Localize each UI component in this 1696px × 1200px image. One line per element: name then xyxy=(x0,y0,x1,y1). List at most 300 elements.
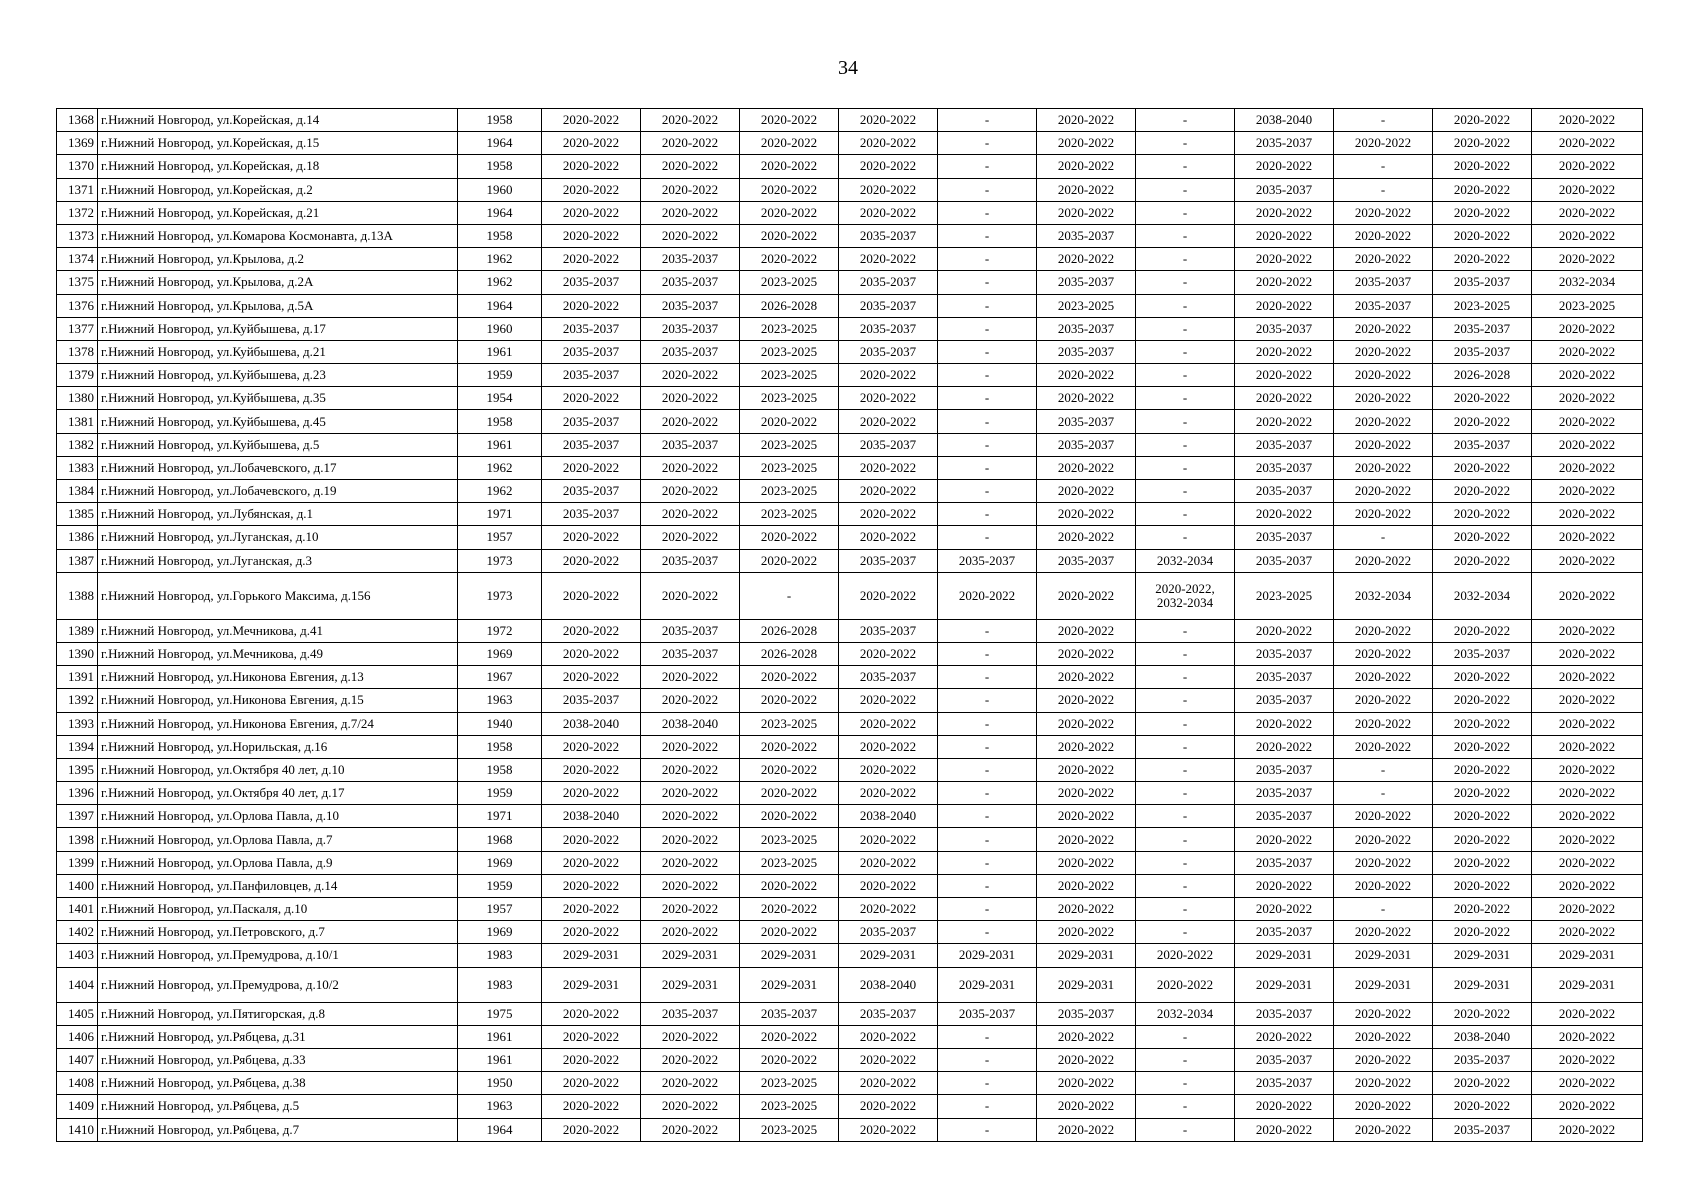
period-cell-3: 2020-2022 xyxy=(740,410,839,433)
address-cell: г.Нижний Новгород, ул.Комарова Космонавта, д.13А xyxy=(98,224,458,247)
period-cell-7: - xyxy=(1136,456,1235,479)
period-cell-1: 2020-2022 xyxy=(542,109,641,132)
period-cell-10: 2020-2022 xyxy=(1433,782,1532,805)
period-cell-5: 2029-2031 xyxy=(938,944,1037,967)
period-cell-3: 2023-2025 xyxy=(740,480,839,503)
year-built-cell: 1969 xyxy=(458,642,542,665)
period-cell-1: 2035-2037 xyxy=(542,410,641,433)
period-cell-4: 2035-2037 xyxy=(839,317,938,340)
period-cell-8: 2020-2022 xyxy=(1235,1118,1334,1141)
period-cell-3: 2020-2022 xyxy=(740,874,839,897)
period-cell-3: 2029-2031 xyxy=(740,967,839,1002)
period-cell-7: - xyxy=(1136,132,1235,155)
period-cell-11: 2020-2022 xyxy=(1532,109,1643,132)
period-cell-10: 2020-2022 xyxy=(1433,805,1532,828)
period-cell-7: - xyxy=(1136,1072,1235,1095)
period-cell-7: - xyxy=(1136,1095,1235,1118)
year-built-cell: 1964 xyxy=(458,132,542,155)
year-built-cell: 1958 xyxy=(458,155,542,178)
period-cell-7: - xyxy=(1136,480,1235,503)
row-number-cell: 1408 xyxy=(57,1072,98,1095)
period-cell-6: 2020-2022 xyxy=(1037,921,1136,944)
period-cell-8: 2029-2031 xyxy=(1235,967,1334,1002)
period-cell-1: 2035-2037 xyxy=(542,433,641,456)
period-cell-9: 2020-2022 xyxy=(1334,549,1433,572)
period-cell-8: 2020-2022 xyxy=(1235,898,1334,921)
period-cell-1: 2020-2022 xyxy=(542,1072,641,1095)
period-cell-3: 2023-2025 xyxy=(740,317,839,340)
period-cell-8: 2035-2037 xyxy=(1235,456,1334,479)
period-cell-3: 2023-2025 xyxy=(740,712,839,735)
period-cell-3: 2029-2031 xyxy=(740,944,839,967)
page-number: 34 xyxy=(838,57,858,79)
period-cell-9: 2020-2022 xyxy=(1334,248,1433,271)
period-cell-3: 2020-2022 xyxy=(740,1048,839,1071)
period-cell-1: 2035-2037 xyxy=(542,480,641,503)
period-cell-8: 2020-2022 xyxy=(1235,248,1334,271)
period-cell-7: - xyxy=(1136,758,1235,781)
period-cell-7: - xyxy=(1136,689,1235,712)
period-cell-1: 2020-2022 xyxy=(542,874,641,897)
period-cell-2: 2020-2022 xyxy=(641,851,740,874)
period-cell-6: 2020-2022 xyxy=(1037,874,1136,897)
period-cell-9: 2020-2022 xyxy=(1334,1095,1433,1118)
period-cell-11: 2020-2022 xyxy=(1532,758,1643,781)
period-cell-9: 2020-2022 xyxy=(1334,503,1433,526)
period-cell-1: 2020-2022 xyxy=(542,898,641,921)
period-cell-11: 2020-2022 xyxy=(1532,364,1643,387)
period-cell-1: 2020-2022 xyxy=(542,224,641,247)
period-cell-7: - xyxy=(1136,851,1235,874)
period-cell-3: 2020-2022 xyxy=(740,201,839,224)
period-cell-4: 2020-2022 xyxy=(839,1072,938,1095)
period-cell-4: 2020-2022 xyxy=(839,480,938,503)
table-row xyxy=(57,201,1643,224)
year-built-cell: 1961 xyxy=(458,340,542,363)
period-cell-6: 2020-2022 xyxy=(1037,1095,1136,1118)
period-cell-7: - xyxy=(1136,619,1235,642)
period-cell-4: 2035-2037 xyxy=(839,549,938,572)
address-cell: г.Нижний Новгород, ул.Куйбышева, д.21 xyxy=(98,340,458,363)
period-cell-9: 2020-2022 xyxy=(1334,712,1433,735)
period-cell-2: 2020-2022 xyxy=(641,526,740,549)
row-number-cell: 1371 xyxy=(57,178,98,201)
period-cell-4: 2020-2022 xyxy=(839,1048,938,1071)
period-cell-9: 2020-2022 xyxy=(1334,387,1433,410)
period-cell-9: - xyxy=(1334,178,1433,201)
period-cell-3: 2020-2022 xyxy=(740,782,839,805)
period-cell-4: 2020-2022 xyxy=(839,898,938,921)
period-cell-9: 2029-2031 xyxy=(1334,967,1433,1002)
period-cell-4: 2020-2022 xyxy=(839,526,938,549)
period-cell-2: 2020-2022 xyxy=(641,921,740,944)
address-cell: г.Нижний Новгород, ул.Крылова, д.2А xyxy=(98,271,458,294)
period-cell-11: 2020-2022 xyxy=(1532,201,1643,224)
period-cell-5: - xyxy=(938,294,1037,317)
period-cell-7: 2020-2022 xyxy=(1136,967,1235,1002)
row-number-cell: 1392 xyxy=(57,689,98,712)
period-cell-2: 2038-2040 xyxy=(641,712,740,735)
address-cell: г.Нижний Новгород, ул.Горького Максима, д.156 xyxy=(98,572,458,619)
period-cell-8: 2020-2022 xyxy=(1235,271,1334,294)
period-cell-8: 2020-2022 xyxy=(1235,712,1334,735)
address-cell: г.Нижний Новгород, ул.Никонова Евгения, д.7/24 xyxy=(98,712,458,735)
period-cell-1: 2020-2022 xyxy=(542,828,641,851)
period-cell-10: 2032-2034 xyxy=(1433,572,1532,619)
period-cell-11: 2020-2022 xyxy=(1532,782,1643,805)
period-cell-11: 2020-2022 xyxy=(1532,224,1643,247)
year-built-cell: 1969 xyxy=(458,851,542,874)
period-cell-11: 2020-2022 xyxy=(1532,619,1643,642)
period-cell-9: - xyxy=(1334,898,1433,921)
period-cell-5: - xyxy=(938,1072,1037,1095)
period-cell-11: 2020-2022 xyxy=(1532,828,1643,851)
period-cell-7: 2032-2034 xyxy=(1136,1002,1235,1025)
period-cell-6: 2020-2022 xyxy=(1037,851,1136,874)
row-number-cell: 1377 xyxy=(57,317,98,340)
housing-repair-schedule-table xyxy=(56,108,1643,1142)
row-number-cell: 1400 xyxy=(57,874,98,897)
period-cell-2: 2020-2022 xyxy=(641,410,740,433)
period-cell-7: - xyxy=(1136,712,1235,735)
address-cell: г.Нижний Новгород, ул.Орлова Павла, д.9 xyxy=(98,851,458,874)
year-built-cell: 1960 xyxy=(458,178,542,201)
table-row xyxy=(57,433,1643,456)
address-cell: г.Нижний Новгород, ул.Куйбышева, д.17 xyxy=(98,317,458,340)
address-cell: г.Нижний Новгород, ул.Мечникова, д.41 xyxy=(98,619,458,642)
period-cell-9: 2020-2022 xyxy=(1334,1118,1433,1141)
address-cell: г.Нижний Новгород, ул.Октября 40 лет, д.10 xyxy=(98,758,458,781)
table-row xyxy=(57,1095,1643,1118)
row-number-cell: 1409 xyxy=(57,1095,98,1118)
period-cell-4: 2035-2037 xyxy=(839,340,938,363)
year-built-cell: 1962 xyxy=(458,271,542,294)
period-cell-10: 2038-2040 xyxy=(1433,1025,1532,1048)
row-number-cell: 1380 xyxy=(57,387,98,410)
row-number-cell: 1372 xyxy=(57,201,98,224)
table-row xyxy=(57,828,1643,851)
period-cell-2: 2020-2022 xyxy=(641,1025,740,1048)
period-cell-7: - xyxy=(1136,782,1235,805)
period-cell-7: - xyxy=(1136,1118,1235,1141)
period-cell-4: 2020-2022 xyxy=(839,456,938,479)
period-cell-2: 2020-2022 xyxy=(641,782,740,805)
period-cell-5: - xyxy=(938,155,1037,178)
period-cell-8: 2035-2037 xyxy=(1235,1002,1334,1025)
period-cell-1: 2020-2022 xyxy=(542,572,641,619)
period-cell-10: 2020-2022 xyxy=(1433,666,1532,689)
period-cell-5: - xyxy=(938,758,1037,781)
period-cell-1: 2020-2022 xyxy=(542,1118,641,1141)
period-cell-10: 2035-2037 xyxy=(1433,1118,1532,1141)
period-cell-1: 2020-2022 xyxy=(542,666,641,689)
address-cell: г.Нижний Новгород, ул.Корейская, д.14 xyxy=(98,109,458,132)
period-cell-3: 2020-2022 xyxy=(740,758,839,781)
period-cell-3: 2020-2022 xyxy=(740,735,839,758)
period-cell-4: 2020-2022 xyxy=(839,782,938,805)
period-cell-5: - xyxy=(938,874,1037,897)
period-cell-1: 2020-2022 xyxy=(542,1025,641,1048)
period-cell-9: 2020-2022 xyxy=(1334,828,1433,851)
period-cell-5: - xyxy=(938,642,1037,665)
period-cell-8: 2020-2022 xyxy=(1235,294,1334,317)
period-cell-10: 2020-2022 xyxy=(1433,526,1532,549)
row-number-cell: 1397 xyxy=(57,805,98,828)
row-number-cell: 1381 xyxy=(57,410,98,433)
period-cell-3: 2020-2022 xyxy=(740,805,839,828)
period-cell-10: 2020-2022 xyxy=(1433,549,1532,572)
period-cell-9: 2020-2022 xyxy=(1334,1048,1433,1071)
period-cell-10: 2020-2022 xyxy=(1433,178,1532,201)
table-row xyxy=(57,758,1643,781)
period-cell-4: 2020-2022 xyxy=(839,572,938,619)
period-cell-4: 2020-2022 xyxy=(839,1025,938,1048)
period-cell-6: 2020-2022 xyxy=(1037,642,1136,665)
period-cell-3: 2023-2025 xyxy=(740,456,839,479)
period-cell-6: 2020-2022 xyxy=(1037,619,1136,642)
period-cell-9: - xyxy=(1334,155,1433,178)
period-cell-5: - xyxy=(938,480,1037,503)
period-cell-11: 2020-2022 xyxy=(1532,1072,1643,1095)
period-cell-6: 2020-2022 xyxy=(1037,782,1136,805)
period-cell-5: - xyxy=(938,805,1037,828)
period-cell-5: - xyxy=(938,782,1037,805)
period-cell-6: 2020-2022 xyxy=(1037,1048,1136,1071)
period-cell-1: 2038-2040 xyxy=(542,805,641,828)
period-cell-4: 2020-2022 xyxy=(839,178,938,201)
year-built-cell: 1967 xyxy=(458,666,542,689)
period-cell-2: 2020-2022 xyxy=(641,898,740,921)
period-cell-1: 2035-2037 xyxy=(542,317,641,340)
period-cell-10: 2026-2028 xyxy=(1433,364,1532,387)
address-cell: г.Нижний Новгород, ул.Рябцева, д.38 xyxy=(98,1072,458,1095)
table-row xyxy=(57,572,1643,619)
period-cell-2: 2020-2022 xyxy=(641,758,740,781)
period-cell-7: - xyxy=(1136,178,1235,201)
row-number-cell: 1404 xyxy=(57,967,98,1002)
period-cell-8: 2020-2022 xyxy=(1235,410,1334,433)
period-cell-4: 2035-2037 xyxy=(839,224,938,247)
address-cell: г.Нижний Новгород, ул.Октября 40 лет, д.17 xyxy=(98,782,458,805)
period-cell-1: 2020-2022 xyxy=(542,549,641,572)
period-cell-2: 2035-2037 xyxy=(641,340,740,363)
period-cell-7: - xyxy=(1136,317,1235,340)
period-cell-11: 2032-2034 xyxy=(1532,271,1643,294)
period-cell-3: 2020-2022 xyxy=(740,689,839,712)
period-cell-2: 2020-2022 xyxy=(641,480,740,503)
period-cell-11: 2020-2022 xyxy=(1532,1118,1643,1141)
period-cell-6: 2020-2022 xyxy=(1037,898,1136,921)
period-cell-7: - xyxy=(1136,1048,1235,1071)
year-built-cell: 1972 xyxy=(458,619,542,642)
period-cell-1: 2020-2022 xyxy=(542,155,641,178)
address-cell: г.Нижний Новгород, ул.Лобачевского, д.19 xyxy=(98,480,458,503)
table-row xyxy=(57,387,1643,410)
period-cell-6: 2029-2031 xyxy=(1037,944,1136,967)
period-cell-4: 2020-2022 xyxy=(839,109,938,132)
period-cell-8: 2020-2022 xyxy=(1235,503,1334,526)
row-number-cell: 1387 xyxy=(57,549,98,572)
period-cell-3: 2026-2028 xyxy=(740,294,839,317)
period-cell-5: - xyxy=(938,1025,1037,1048)
period-cell-3: 2020-2022 xyxy=(740,666,839,689)
table-row xyxy=(57,294,1643,317)
table-row xyxy=(57,851,1643,874)
address-cell: г.Нижний Новгород, ул.Корейская, д.18 xyxy=(98,155,458,178)
period-cell-9: 2020-2022 xyxy=(1334,666,1433,689)
period-cell-1: 2020-2022 xyxy=(542,1048,641,1071)
period-cell-10: 2029-2031 xyxy=(1433,944,1532,967)
period-cell-6: 2020-2022 xyxy=(1037,109,1136,132)
period-cell-4: 2029-2031 xyxy=(839,944,938,967)
period-cell-4: 2020-2022 xyxy=(839,689,938,712)
period-cell-2: 2020-2022 xyxy=(641,1048,740,1071)
table-row xyxy=(57,549,1643,572)
period-cell-3: 2020-2022 xyxy=(740,549,839,572)
period-cell-9: - xyxy=(1334,782,1433,805)
table-row xyxy=(57,526,1643,549)
period-cell-7: 2032-2034 xyxy=(1136,549,1235,572)
period-cell-5: 2020-2022 xyxy=(938,572,1037,619)
period-cell-4: 2035-2037 xyxy=(839,271,938,294)
period-cell-3: 2020-2022 xyxy=(740,248,839,271)
period-cell-6: 2020-2022 xyxy=(1037,572,1136,619)
period-cell-9: 2035-2037 xyxy=(1334,294,1433,317)
period-cell-9: 2029-2031 xyxy=(1334,944,1433,967)
table-row xyxy=(57,1025,1643,1048)
period-cell-9: 2020-2022 xyxy=(1334,921,1433,944)
period-cell-1: 2020-2022 xyxy=(542,1002,641,1025)
period-cell-11: 2020-2022 xyxy=(1532,549,1643,572)
period-cell-5: - xyxy=(938,828,1037,851)
table-row xyxy=(57,155,1643,178)
period-cell-7: - xyxy=(1136,224,1235,247)
period-cell-6: 2020-2022 xyxy=(1037,155,1136,178)
address-cell: г.Нижний Новгород, ул.Лобачевского, д.17 xyxy=(98,456,458,479)
year-built-cell: 1962 xyxy=(458,248,542,271)
period-cell-6: 2035-2037 xyxy=(1037,271,1136,294)
period-cell-10: 2020-2022 xyxy=(1433,456,1532,479)
address-cell: г.Нижний Новгород, ул.Орлова Павла, д.10 xyxy=(98,805,458,828)
period-cell-10: 2035-2037 xyxy=(1433,271,1532,294)
period-cell-8: 2035-2037 xyxy=(1235,642,1334,665)
period-cell-1: 2020-2022 xyxy=(542,1095,641,1118)
year-built-cell: 1964 xyxy=(458,1118,542,1141)
year-built-cell: 1957 xyxy=(458,898,542,921)
period-cell-2: 2035-2037 xyxy=(641,317,740,340)
period-cell-4: 2020-2022 xyxy=(839,642,938,665)
period-cell-2: 2020-2022 xyxy=(641,1118,740,1141)
period-cell-9: 2020-2022 xyxy=(1334,456,1433,479)
period-cell-4: 2020-2022 xyxy=(839,1118,938,1141)
table-row xyxy=(57,410,1643,433)
period-cell-7: - xyxy=(1136,828,1235,851)
period-cell-1: 2020-2022 xyxy=(542,294,641,317)
period-cell-10: 2020-2022 xyxy=(1433,1095,1532,1118)
period-cell-6: 2035-2037 xyxy=(1037,340,1136,363)
period-cell-9: 2020-2022 xyxy=(1334,224,1433,247)
period-cell-6: 2023-2025 xyxy=(1037,294,1136,317)
period-cell-11: 2020-2022 xyxy=(1532,248,1643,271)
address-cell: г.Нижний Новгород, ул.Корейская, д.21 xyxy=(98,201,458,224)
address-cell: г.Нижний Новгород, ул.Крылова, д.5А xyxy=(98,294,458,317)
period-cell-1: 2020-2022 xyxy=(542,526,641,549)
period-cell-7: - xyxy=(1136,387,1235,410)
period-cell-9: 2035-2037 xyxy=(1334,271,1433,294)
period-cell-11: 2020-2022 xyxy=(1532,317,1643,340)
period-cell-6: 2020-2022 xyxy=(1037,805,1136,828)
period-cell-5: - xyxy=(938,317,1037,340)
period-cell-3: 2023-2025 xyxy=(740,271,839,294)
year-built-cell: 1963 xyxy=(458,689,542,712)
row-number-cell: 1369 xyxy=(57,132,98,155)
period-cell-9: 2020-2022 xyxy=(1334,340,1433,363)
table-row xyxy=(57,109,1643,132)
period-cell-6: 2035-2037 xyxy=(1037,549,1136,572)
table-row xyxy=(57,944,1643,967)
period-cell-5: - xyxy=(938,248,1037,271)
period-cell-1: 2020-2022 xyxy=(542,201,641,224)
table-row xyxy=(57,735,1643,758)
address-cell: г.Нижний Новгород, ул.Никонова Евгения, д.13 xyxy=(98,666,458,689)
period-cell-7: - xyxy=(1136,201,1235,224)
table-row xyxy=(57,712,1643,735)
row-number-cell: 1402 xyxy=(57,921,98,944)
period-cell-6: 2020-2022 xyxy=(1037,689,1136,712)
period-cell-5: - xyxy=(938,526,1037,549)
row-number-cell: 1385 xyxy=(57,503,98,526)
period-cell-3: 2020-2022 xyxy=(740,224,839,247)
period-cell-9: 2020-2022 xyxy=(1334,433,1433,456)
period-cell-5: - xyxy=(938,851,1037,874)
period-cell-1: 2029-2031 xyxy=(542,944,641,967)
period-cell-11: 2020-2022 xyxy=(1532,666,1643,689)
period-cell-4: 2020-2022 xyxy=(839,874,938,897)
period-cell-5: - xyxy=(938,666,1037,689)
period-cell-1: 2020-2022 xyxy=(542,782,641,805)
table-row xyxy=(57,248,1643,271)
period-cell-6: 2020-2022 xyxy=(1037,758,1136,781)
period-cell-8: 2038-2040 xyxy=(1235,109,1334,132)
period-cell-8: 2035-2037 xyxy=(1235,689,1334,712)
period-cell-2: 2020-2022 xyxy=(641,155,740,178)
period-cell-6: 2020-2022 xyxy=(1037,248,1136,271)
table-row xyxy=(57,921,1643,944)
period-cell-11: 2020-2022 xyxy=(1532,805,1643,828)
period-cell-6: 2035-2037 xyxy=(1037,1002,1136,1025)
period-cell-8: 2035-2037 xyxy=(1235,1048,1334,1071)
period-cell-5: - xyxy=(938,619,1037,642)
period-cell-6: 2035-2037 xyxy=(1037,224,1136,247)
period-cell-5: - xyxy=(938,201,1037,224)
address-cell: г.Нижний Новгород, ул.Премудрова, д.10/1 xyxy=(98,944,458,967)
period-cell-7: - xyxy=(1136,735,1235,758)
year-built-cell: 1968 xyxy=(458,828,542,851)
period-cell-1: 2020-2022 xyxy=(542,619,641,642)
period-cell-11: 2020-2022 xyxy=(1532,433,1643,456)
period-cell-5: - xyxy=(938,271,1037,294)
period-cell-2: 2020-2022 xyxy=(641,178,740,201)
year-built-cell: 1964 xyxy=(458,294,542,317)
table-row xyxy=(57,874,1643,897)
year-built-cell: 1961 xyxy=(458,1025,542,1048)
period-cell-11: 2029-2031 xyxy=(1532,944,1643,967)
period-cell-5: - xyxy=(938,132,1037,155)
period-cell-3: - xyxy=(740,572,839,619)
period-cell-7: - xyxy=(1136,1025,1235,1048)
period-cell-4: 2020-2022 xyxy=(839,410,938,433)
row-number-cell: 1373 xyxy=(57,224,98,247)
